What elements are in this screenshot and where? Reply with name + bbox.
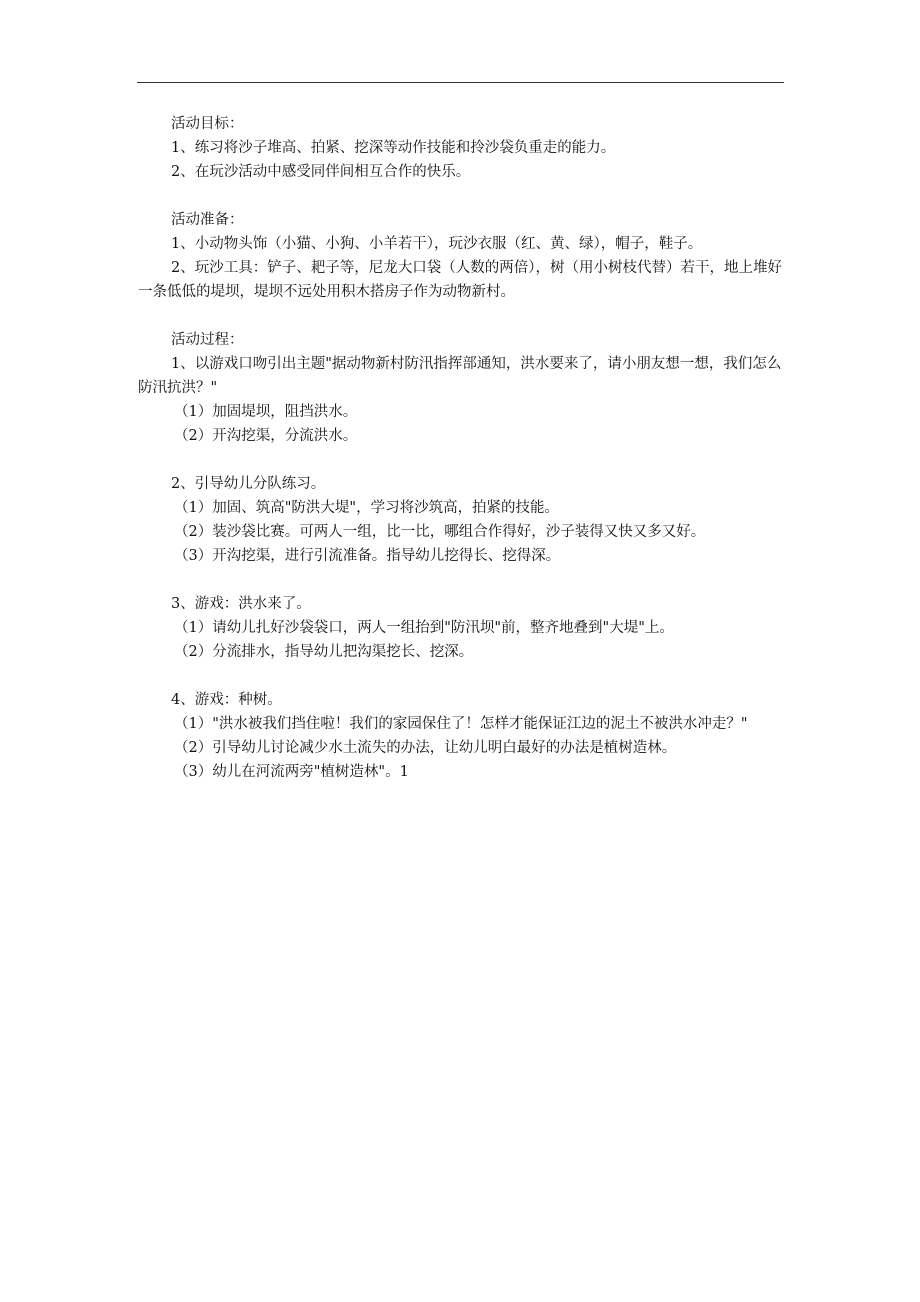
process-sub-item: （3）幼儿在河流两旁"植树造林"。1 <box>174 764 409 780</box>
process-sub-item: （2）开沟挖渠，分流洪水。 <box>174 428 358 444</box>
spacer <box>138 304 784 328</box>
document-body <box>138 112 784 784</box>
goal-item: 1、练习将沙子堆高、拍紧、挖深等动作技能和拎沙袋负重走的能力。 <box>171 140 616 156</box>
process-sub-item: （2）分流排水，指导幼儿把沟渠挖长、挖深。 <box>174 644 474 660</box>
process-sub-item: （2）引导幼儿讨论减少水土流失的办法，让幼儿明白最好的办法是植树造林。 <box>174 740 677 756</box>
process-sub-item: （1）加固、筑高"防洪大堤"，学习将沙筑高，拍紧的技能。 <box>174 500 560 516</box>
spacer <box>138 664 784 688</box>
process-sub-item: （3）开沟挖渠，进行引流准备。指导幼儿挖得长、挖得深。 <box>174 548 561 564</box>
spacer <box>138 184 784 208</box>
spacer <box>138 568 784 592</box>
preparation-item: 2、玩沙工具：铲子、耙子等，尼龙大口袋（人数的两倍），树（用小树枝代替）若干，地上堆好一条低低的堤坝，堤坝不远处用积木搭房子作为动物新村。 <box>138 260 782 300</box>
process-sub-item: （1）加固堤坝，阻挡洪水。 <box>174 404 358 420</box>
section-heading-preparation: 活动准备： <box>171 212 244 228</box>
goal-item: 2、在玩沙活动中感受同伴间相互合作的快乐。 <box>171 164 471 180</box>
process-sub-item: （1）请幼儿扎好沙袋袋口，两人一组抬到"防汛坝"前，整齐地叠到"大堤"上。 <box>174 620 674 636</box>
process-sub-item: （2）装沙袋比赛。可两人一组，比一比，哪组合作得好，沙子装得又快又多又好。 <box>174 524 706 540</box>
process-step-title: 2、引导幼儿分队练习。 <box>171 476 326 492</box>
header-rule <box>137 82 784 83</box>
spacer <box>138 448 784 472</box>
preparation-item: 1、小动物头饰（小猫、小狗、小羊若干），玩沙衣服（红、黄、绿），帽子，鞋子。 <box>171 236 703 252</box>
process-step-title: 4、游戏：种树。 <box>171 692 282 708</box>
process-step-title: 3、游戏：洪水来了。 <box>171 596 311 612</box>
section-heading-goals: 活动目标： <box>171 116 244 132</box>
process-step-title: 1、以游戏口吻引出主题"据动物新村防汛指挥部通知，洪水要来了，请小朋友想一想，我们怎么防汛抗洪？" <box>138 356 782 396</box>
section-heading-process: 活动过程： <box>171 332 244 348</box>
process-sub-item: （1）"洪水被我们挡住啦！我们的家园保住了！怎样才能保证江边的泥土不被洪水冲走？" <box>174 716 748 732</box>
